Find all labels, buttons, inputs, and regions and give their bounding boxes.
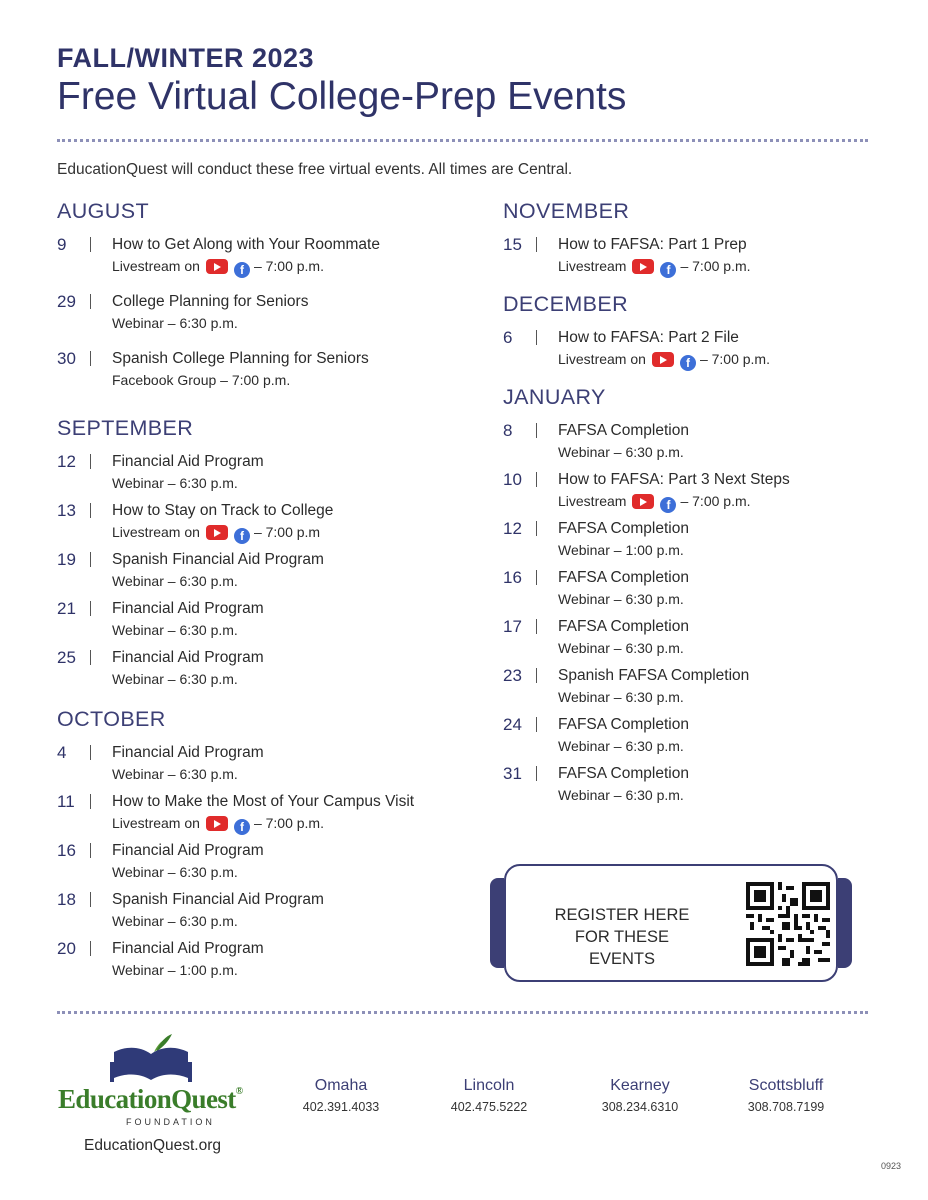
event-item xyxy=(57,791,477,840)
office-omaha xyxy=(286,1075,396,1117)
event-detail xyxy=(558,491,751,513)
event-separator xyxy=(90,552,91,567)
event-detail-text: Webinar – 6:30 p.m. xyxy=(112,315,238,331)
event-separator xyxy=(90,650,91,665)
event-detail-text: Webinar – 6:30 p.m. xyxy=(558,444,684,460)
event-day: 11 xyxy=(57,792,75,811)
event-item xyxy=(57,840,477,889)
event-title: How to Make the Most of Your Campus Visit xyxy=(112,793,415,810)
event-title: College Planning for Seniors xyxy=(112,293,309,310)
event-title: How to FAFSA: Part 2 File xyxy=(558,329,739,346)
event-detail xyxy=(558,256,751,278)
office-phone[interactable]: 308.234.6310 xyxy=(601,1100,679,1114)
event-detail xyxy=(112,764,238,784)
event-day: 8 xyxy=(503,421,513,440)
event-time: – 7:00 p.m xyxy=(253,524,321,540)
month-section xyxy=(503,384,863,812)
event-title: FAFSA Completion xyxy=(558,520,689,537)
event-separator xyxy=(90,503,91,518)
youtube-icon[interactable] xyxy=(206,259,228,274)
document-code: 0923 xyxy=(880,1161,901,1171)
open-book-icon xyxy=(110,1032,192,1084)
event-list xyxy=(57,742,477,987)
event-list xyxy=(57,451,477,696)
office-city: Omaha xyxy=(314,1077,368,1094)
event-day: 6 xyxy=(503,328,513,347)
month-section xyxy=(57,415,477,696)
event-item xyxy=(57,500,477,549)
event-detail xyxy=(112,370,290,390)
event-detail-text: Livestream on xyxy=(112,524,200,540)
event-item xyxy=(57,938,477,987)
month-heading: DECEMBER xyxy=(503,292,629,316)
event-title: Financial Aid Program xyxy=(112,940,264,957)
event-item xyxy=(57,234,477,291)
event-detail-text: Webinar – 6:30 p.m. xyxy=(558,689,684,705)
event-title: FAFSA Completion xyxy=(558,569,689,586)
event-item xyxy=(57,549,477,598)
event-day: 25 xyxy=(57,648,76,667)
event-detail-text: Webinar – 6:30 p.m. xyxy=(112,573,238,589)
office-phone[interactable]: 402.391.4033 xyxy=(302,1100,380,1114)
event-detail xyxy=(112,960,238,980)
event-detail xyxy=(112,862,238,882)
youtube-icon[interactable] xyxy=(206,816,228,831)
event-separator xyxy=(90,941,91,956)
event-day: 24 xyxy=(503,715,522,734)
intro-text: EducationQuest will conduct these free virtual events. All times are Central. xyxy=(57,161,573,178)
event-title: Financial Aid Program xyxy=(112,842,264,859)
event-title: FAFSA Completion xyxy=(558,765,689,782)
month-heading: OCTOBER xyxy=(57,707,166,731)
event-item xyxy=(57,647,477,696)
event-list xyxy=(503,420,863,812)
event-detail-text: Webinar – 6:30 p.m. xyxy=(112,475,238,491)
event-list xyxy=(57,234,477,405)
event-separator xyxy=(90,892,91,907)
dotted-divider-top xyxy=(57,139,868,142)
event-day: 18 xyxy=(57,890,76,909)
event-detail xyxy=(112,813,324,835)
event-separator xyxy=(536,237,537,252)
event-detail xyxy=(112,473,238,493)
event-detail xyxy=(558,687,684,707)
event-day: 17 xyxy=(503,617,522,636)
event-item xyxy=(503,234,863,283)
event-separator xyxy=(90,454,91,469)
event-detail-text: Livestream xyxy=(558,258,627,274)
office-phone[interactable]: 308.708.7199 xyxy=(747,1100,825,1114)
event-detail xyxy=(112,313,238,333)
qr-code-icon[interactable] xyxy=(746,882,830,966)
event-item xyxy=(57,742,477,791)
month-heading: JANUARY xyxy=(503,385,606,409)
event-detail xyxy=(558,589,684,609)
event-detail-text: Livestream on xyxy=(558,351,646,367)
event-separator xyxy=(90,745,91,760)
event-item xyxy=(503,567,863,616)
event-day: 13 xyxy=(57,501,76,520)
event-item xyxy=(503,616,863,665)
event-title: How to FAFSA: Part 1 Prep xyxy=(558,236,747,253)
event-day: 31 xyxy=(503,764,522,783)
event-time: – 7:00 p.m. xyxy=(253,258,324,274)
event-title: Financial Aid Program xyxy=(112,649,264,666)
event-day: 12 xyxy=(503,519,522,538)
event-day: 19 xyxy=(57,550,76,569)
brand-name xyxy=(58,1084,243,1115)
event-separator xyxy=(536,766,537,781)
register-text[interactable] xyxy=(542,904,702,970)
register-box[interactable] xyxy=(490,864,852,982)
event-detail-text: Webinar – 6:30 p.m. xyxy=(112,864,238,880)
season-heading: FALL/WINTER 2023 xyxy=(57,43,315,73)
office-city: Kearney xyxy=(610,1077,670,1094)
event-title: How to FAFSA: Part 3 Next Steps xyxy=(558,471,790,488)
event-separator xyxy=(90,351,91,366)
event-time: – 7:00 p.m. xyxy=(699,351,770,367)
event-detail xyxy=(558,349,770,371)
event-item xyxy=(57,291,477,348)
event-item xyxy=(57,889,477,938)
event-day: 23 xyxy=(503,666,522,685)
event-separator xyxy=(90,843,91,858)
event-detail-text: Livestream on xyxy=(112,815,200,831)
event-separator xyxy=(536,472,537,487)
event-separator xyxy=(536,570,537,585)
event-detail-text: Webinar – 6:30 p.m. xyxy=(112,622,238,638)
event-separator xyxy=(536,717,537,732)
dotted-divider-bottom xyxy=(57,1011,868,1014)
month-section xyxy=(57,706,477,987)
event-detail-text: Webinar – 6:30 p.m. xyxy=(112,766,238,782)
event-item xyxy=(57,598,477,647)
facebook-icon[interactable]: f xyxy=(680,355,696,371)
office-city: Scottsbluff xyxy=(748,1077,824,1094)
event-detail-text: Webinar – 6:30 p.m. xyxy=(558,640,684,656)
youtube-icon[interactable] xyxy=(206,525,228,540)
event-detail xyxy=(558,736,684,756)
event-detail-text: Livestream xyxy=(558,493,627,509)
event-separator xyxy=(536,521,537,536)
facebook-icon[interactable]: f xyxy=(660,262,676,278)
event-detail-text: Webinar – 6:30 p.m. xyxy=(558,787,684,803)
event-detail xyxy=(558,638,684,658)
event-title: Financial Aid Program xyxy=(112,453,264,470)
facebook-icon[interactable]: f xyxy=(234,819,250,835)
header xyxy=(57,42,877,120)
facebook-icon[interactable]: f xyxy=(234,528,250,544)
event-time: – 7:00 p.m. xyxy=(680,493,751,509)
month-section xyxy=(503,291,863,376)
event-separator xyxy=(90,794,91,809)
register-line-2: FOR THESE EVENTS xyxy=(574,928,670,968)
event-day: 16 xyxy=(57,841,76,860)
event-detail-text: Webinar – 1:00 p.m. xyxy=(558,542,684,558)
register-bracket-right xyxy=(838,878,852,968)
office-scottsbluff xyxy=(731,1075,841,1117)
event-separator xyxy=(536,668,537,683)
event-detail-text: Facebook Group – 7:00 p.m. xyxy=(112,372,291,388)
event-day: 12 xyxy=(57,452,76,471)
event-item xyxy=(503,469,863,518)
brand-wordmark: EducationQuest xyxy=(58,1084,236,1114)
event-title: Spanish Financial Aid Program xyxy=(112,551,324,568)
event-title: FAFSA Completion xyxy=(558,716,689,733)
event-item xyxy=(57,451,477,500)
event-day: 30 xyxy=(57,349,76,368)
event-detail-text: Webinar – 6:30 p.m. xyxy=(112,913,238,929)
register-line-1: REGISTER HERE xyxy=(554,906,690,924)
event-detail-text: Webinar – 1:00 p.m. xyxy=(112,962,238,978)
event-day: 16 xyxy=(503,568,522,587)
event-title: Financial Aid Program xyxy=(112,744,264,761)
event-separator xyxy=(536,423,537,438)
event-separator xyxy=(90,294,91,309)
event-title: How to Stay on Track to College xyxy=(112,502,334,519)
month-heading: SEPTEMBER xyxy=(57,416,194,440)
website-link[interactable]: EducationQuest.org xyxy=(84,1137,222,1154)
event-item xyxy=(57,348,477,405)
event-detail-text: Webinar – 6:30 p.m. xyxy=(558,591,684,607)
event-separator xyxy=(90,237,91,252)
event-item xyxy=(503,665,863,714)
event-list xyxy=(503,327,863,376)
event-detail xyxy=(558,442,684,462)
office-kearney xyxy=(585,1075,695,1117)
event-day: 15 xyxy=(503,235,522,254)
facebook-icon[interactable]: f xyxy=(660,497,676,513)
right-column xyxy=(503,198,863,812)
event-day: 20 xyxy=(57,939,76,958)
event-title: Spanish FAFSA Completion xyxy=(558,667,750,684)
youtube-icon[interactable] xyxy=(632,259,654,274)
event-day: 10 xyxy=(503,470,522,489)
month-heading: AUGUST xyxy=(57,199,149,223)
event-detail xyxy=(112,571,238,591)
event-detail xyxy=(112,522,320,544)
month-section xyxy=(57,198,477,405)
office-lincoln xyxy=(434,1075,544,1117)
event-title: Spanish College Planning for Seniors xyxy=(112,350,369,367)
event-time: – 7:00 p.m. xyxy=(680,258,751,274)
page-title: Free Virtual College-Prep Events xyxy=(57,75,627,118)
event-title: FAFSA Completion xyxy=(558,618,689,635)
event-detail xyxy=(112,620,238,640)
facebook-icon[interactable]: f xyxy=(234,262,250,278)
event-separator xyxy=(90,601,91,616)
register-bracket-left xyxy=(490,878,504,968)
event-item xyxy=(503,327,863,376)
month-section xyxy=(503,198,863,283)
event-day: 21 xyxy=(57,599,76,618)
office-phone[interactable]: 402.475.5222 xyxy=(450,1100,528,1114)
office-city: Lincoln xyxy=(463,1077,515,1094)
register-panel xyxy=(504,864,838,982)
event-item xyxy=(503,763,863,812)
event-separator xyxy=(536,619,537,634)
event-day: 4 xyxy=(57,743,67,762)
event-detail-text: Livestream on xyxy=(112,258,200,274)
event-detail xyxy=(558,785,684,805)
event-detail-text: Webinar – 6:30 p.m. xyxy=(558,738,684,754)
event-separator xyxy=(536,330,537,345)
event-item xyxy=(503,420,863,469)
youtube-icon[interactable] xyxy=(652,352,674,367)
event-detail xyxy=(558,540,684,560)
foundation-label: FOUNDATION xyxy=(126,1117,215,1127)
registered-mark: ® xyxy=(235,1086,243,1097)
event-title: How to Get Along with Your Roommate xyxy=(112,236,380,253)
left-column xyxy=(57,198,477,987)
event-title: Financial Aid Program xyxy=(112,600,264,617)
event-detail xyxy=(112,669,238,689)
event-title: FAFSA Completion xyxy=(558,422,689,439)
event-detail xyxy=(112,911,238,931)
youtube-icon[interactable] xyxy=(632,494,654,509)
event-item xyxy=(503,714,863,763)
event-detail-text: Webinar – 6:30 p.m. xyxy=(112,671,238,687)
month-heading: NOVEMBER xyxy=(503,199,630,223)
event-time: – 7:00 p.m. xyxy=(253,815,324,831)
event-day: 9 xyxy=(57,235,67,254)
event-item xyxy=(503,518,863,567)
event-detail xyxy=(112,256,324,278)
event-list xyxy=(503,234,863,283)
event-title: Spanish Financial Aid Program xyxy=(112,891,324,908)
event-day: 29 xyxy=(57,292,76,311)
